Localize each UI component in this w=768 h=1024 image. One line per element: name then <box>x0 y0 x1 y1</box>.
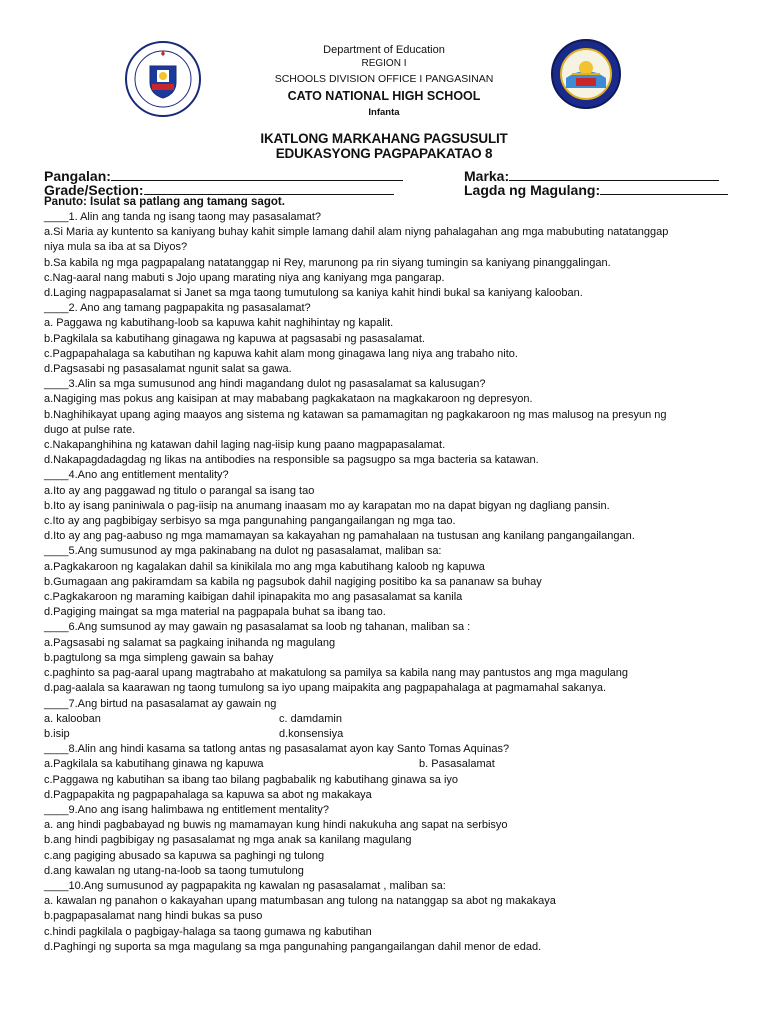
question-stem: ____2. Ano ang tamang pagpapakita ng pasasalamat? <box>44 302 311 315</box>
choice-a: a. Paggawa ng kabutihang-loob sa kapuwa kahit naghihintay ng kapalit. <box>44 317 394 330</box>
choice-b: b.Sa kabila ng mga pagpapalang natatanggap ni Rey, marunong pa rin siyang tumingin sa kaniyang pinanggalingan. <box>44 256 611 269</box>
choice-row <box>44 727 744 742</box>
school-name: CATO NATIONAL HIGH SCHOOL <box>287 89 481 103</box>
choice-a: a.Pagkakaroon ng kagalakan dahil sa kinikilala mo ang mga kabutihang kaloob ng kapuwa <box>44 560 485 573</box>
choice-d: d.Paghingi ng suporta sa mga magulang sa mga pangunahing pangangailangan dahil menor de edad. <box>44 940 542 953</box>
choice-c: c.ang pagiging abusado sa kapuwa sa paghingi ng tulong <box>44 849 325 862</box>
choice-c: c.Nakapanghihina ng katawan dahil laging nag-iisip kung paano magpapasalamat. <box>44 439 446 452</box>
parent-signature-label: Lagda ng Magulang: <box>464 182 601 198</box>
choice-b-continued: dugo at pulse rate. <box>44 423 136 436</box>
exam-title: IKATLONG MARKAHANG PAGSUSULIT <box>260 131 508 146</box>
question-stem: ____9.Ano ang isang halimbawa ng entitlement mentality? <box>44 803 329 816</box>
choice-b: b.Pagkilala sa kabutihang ginagawa ng kapuwa at pagsasabi ng pasasalamat. <box>44 332 425 345</box>
school-town: Infanta <box>368 107 400 118</box>
exam-subject: EDUKASYONG PAGPAPAKATAO 8 <box>275 146 493 161</box>
choice-row <box>44 757 744 772</box>
choice-c: c.Paggawa ng kabutihan sa ibang tao bilang pagbabalik ng kabutihang ginawa sa iyo <box>44 773 459 786</box>
choice-d: d.konsensiya <box>279 727 344 740</box>
division-office-name: SCHOOLS DIVISION OFFICE I PANGASINAN <box>274 73 494 85</box>
parent-signature-blank-line[interactable] <box>600 181 728 195</box>
choice-c: c. damdamin <box>279 712 342 725</box>
choice-b: b.Gumagaan ang pakiramdam sa kabila ng pagsubok dahil nagiging positibo ka sa pananaw sa buhay <box>44 575 542 588</box>
choice-a-continued: niya mula sa iba at sa Diyos? <box>44 241 188 254</box>
parent-signature-field[interactable] <box>464 181 728 198</box>
question-stem: ____7.Ang birtud na pasasalamat ay gawain ng <box>44 697 277 710</box>
question-stem: ____6.Ang sumsunod ay may gawain ng pasasalamat sa loob ng tahanan, maliban sa : <box>44 621 471 634</box>
choice-a: a.Pagkilala sa kabutihang ginawa ng kapuwa <box>44 758 264 771</box>
choice-d: d.Nakapagdadagdag ng likas na antibodies na responsible sa pagsugpo sa mga bacteria sa katawan. <box>44 454 539 467</box>
region-name: REGION I <box>361 58 407 69</box>
choice-d: d.pag-aalala sa kaarawan ng taong tumulong sa iyo upang maipakita ang pagpapahalaga at pagmamahal sakanya. <box>44 682 607 695</box>
department-name: Department of Education <box>323 44 445 56</box>
choice-d: d.Pagiging maingat sa mga material na pagpapala buhat sa ibang tao. <box>44 606 386 619</box>
score-blank-line[interactable] <box>509 167 719 181</box>
choice-b: b. Pasasalamat <box>419 758 495 771</box>
directions: Panuto: Isulat sa patlang ang tamang sagot. <box>44 196 285 208</box>
choice-a: a.Si Maria ay kuntento sa kaniyang buhay kahit simple lamang dahil alam niyng pahalagahan ang mga mabubuting natatanggap <box>44 226 669 239</box>
choice-a: a. kalooban <box>44 712 101 725</box>
choice-b: b.Ito ay isang paniniwala o pag-iisip na anumang inaasam mo ay karapatan mo na dapat bigyan ng dagliang pansin. <box>44 499 610 512</box>
name-label: Pangalan: <box>44 168 111 184</box>
choice-a: a.Nagiging mas pokus ang kaisipan at may mababang pagkakataon na magkakaroon ng depresyon. <box>44 393 533 406</box>
name-blank-line[interactable] <box>111 167 403 181</box>
choice-d: d.Pagsasabi ng pasasalamat ngunit salat sa gawa. <box>44 363 292 376</box>
grade-section-label: Grade/Section: <box>44 182 144 198</box>
choice-d: d.Laging nagpapasalamat si Janet sa mga taong tumutulong sa kaniya kahit hindi bukal sa kaniyang kalooban. <box>44 287 583 300</box>
choice-row <box>44 712 744 727</box>
choice-c: c.Pagpapahalaga sa kabutihan ng kapuwa kahit alam mong ginagawa lang niya ang trabaho nito. <box>44 347 518 360</box>
choice-b: b.ang hindi pagbibigay ng pasasalamat ng mga anak sa kanilang magulang <box>44 834 412 847</box>
question-stem: ____3.Alin sa mga sumusunod ang hindi magandang dulot ng pasasalamat sa kalusugan? <box>44 378 486 391</box>
choice-a: a.Ito ay ang paggawad ng titulo o parangal sa isang tao <box>44 484 315 497</box>
questions-list <box>44 210 744 955</box>
question-stem: ____5.Ang sumusunod ay mga pakinabang na dulot ng pasasalamat, maliban sa: <box>44 545 442 558</box>
choice-c: c.Ito ay ang pagbibigay serbisyo sa mga pangunahing pangangailangan ng mga tao. <box>44 515 456 528</box>
choice-b: b.pagpapasalamat nang hindi bukas sa puso <box>44 910 263 923</box>
choice-b: b.pagtulong sa mga simpleng gawain sa bahay <box>44 651 274 664</box>
choice-c: c.Nag-aaral nang mabuti s Jojo upang marating niya ang kaniyang mga pangarap. <box>44 271 445 284</box>
question-stem: ____10.Ang sumusunod ay pagpapakita ng kawalan ng pasasalamat , maliban sa: <box>44 879 446 892</box>
choice-d: d.ang kawalan ng utang-na-loob sa taong tumutulong <box>44 864 304 877</box>
question-stem: ____8.Alin ang hindi kasama sa tatlong antas ng pasasalamat ayon kay Santo Tomas Aquinas? <box>44 743 510 756</box>
choice-a: a. ang hindi pagbabayad ng buwis ng mamamayan kung hindi nakukuha ang sapat na serbisyo <box>44 819 508 832</box>
choice-c: c.paghinto sa pag-aaral upang magtrabaho at makatulong sa pamilya sa kabila nang may pantustos ang mga magulang <box>44 667 628 680</box>
choice-c: c.Pagkakaroon ng maraming kaibigan dahil ipinapakita mo ang pasasalamat sa kanila <box>44 591 463 604</box>
choice-b: b.Naghihikayat upang aging maayos ang sistema ng katawan sa pamamagitan ng pagkakaroon ng mas malusog na presyun ng <box>44 408 667 421</box>
choice-b: b.isip <box>44 727 70 740</box>
grade-section-blank-line[interactable] <box>144 181 394 195</box>
question-stem: ____4.Ano ang entitlement mentality? <box>44 469 229 482</box>
choice-a: a.Pagsasabi ng salamat sa pagkaing inihanda ng magulang <box>44 636 336 649</box>
score-label: Marka: <box>464 168 510 184</box>
choice-d: d.Ito ay ang pag-aabuso ng mga mamamayan sa kakayahan ng pamahalaan na tustusan ang kanilang pangangailangan. <box>44 530 635 543</box>
question-stem: ____1. Alin ang tanda ng isang taong may pasasalamat? <box>44 211 322 223</box>
choice-c: c.hindi pagkilala o pagbigay-halaga sa taong gumawa ng kabutihan <box>44 925 372 938</box>
choice-d: d.Pagpapakita ng pagpapahalaga sa kapuwa sa abot ng makakaya <box>44 788 372 801</box>
choice-a: a. kawalan ng panahon o kakayahan upang matumbasan ang tulong na natanggap sa abot ng makakaya <box>44 895 556 908</box>
